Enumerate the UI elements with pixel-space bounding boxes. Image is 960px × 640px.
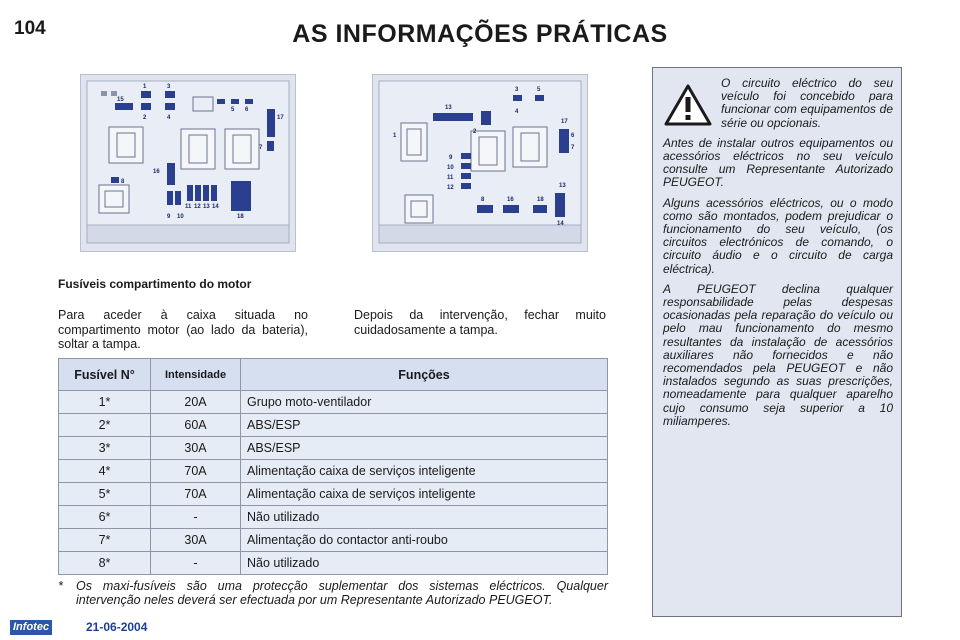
fuse-label: 4	[167, 115, 171, 121]
fuse	[211, 185, 217, 201]
fuse-label: 15	[117, 97, 124, 103]
fuse	[111, 177, 119, 183]
cell-intensity: 30A	[151, 437, 241, 460]
fuse-label: 7	[571, 145, 575, 151]
fuse-label: 18	[537, 197, 544, 203]
cell-intensity: 20A	[151, 391, 241, 414]
cell-intensity: -	[151, 552, 241, 575]
fuse-label: 5	[231, 107, 235, 113]
cell-fuse-number: 6*	[59, 506, 151, 529]
fuse	[165, 103, 175, 110]
fuse	[175, 191, 181, 205]
fuse-label: 10	[447, 165, 454, 171]
fuse	[513, 95, 522, 101]
fuse	[481, 111, 491, 125]
fuse	[535, 95, 544, 101]
warning-paragraph: Alguns acessórios eléctricos, ou o modo como são montados, podem prejudicar o funcionamento do seu veículo, (os circuitos electrónicos de comando, o circuito áudio e o circuito de carga eléctrica).	[663, 195, 893, 276]
fuse-label: 3	[515, 87, 519, 93]
fuse-label: 2	[473, 129, 477, 135]
access-instructions: Para aceder à caixa situada no compartimento motor (ao lado da bateria), soltar a tampa.	[58, 308, 308, 351]
cell-intensity: 60A	[151, 414, 241, 437]
cell-function: Alimentação do contactor anti-roubo	[241, 529, 608, 552]
header-functions: Funções	[241, 359, 608, 391]
cell-function: Não utilizado	[241, 506, 608, 529]
fuse-label: 3	[167, 84, 171, 90]
table-header-row	[59, 359, 608, 391]
fuse-label: 7	[259, 145, 263, 151]
cell-function: Alimentação caixa de serviços inteligente	[241, 483, 608, 506]
cell-intensity: 70A	[151, 460, 241, 483]
table-row	[59, 529, 608, 552]
infotec-logo: Infotec	[10, 620, 52, 635]
table-row	[59, 552, 608, 575]
fuse-label: 6	[245, 107, 249, 113]
fuse	[187, 185, 193, 201]
cell-function: Não utilizado	[241, 552, 608, 575]
fuse-label: 13	[203, 204, 210, 210]
page-number: 104	[14, 18, 46, 39]
warning-paragraph: A PEUGEOT declina qualquer responsabilidade pelas despesas ocasionadas pela reparação do veículo ou pelo mau funcionamento do mesmo resultantes da instalação de acessórios auxiliares não fornecidos e não recomendados pela PEUGEOT e não instalados segundo as suas prescrições, nomeadamente para qualquer aparelho cujo consumo seja superior a 10 miliamperes.	[663, 281, 893, 428]
fuse	[267, 109, 275, 137]
fuse-label: 13	[559, 183, 566, 189]
cell-intensity: 30A	[151, 529, 241, 552]
cell-fuse-number: 1*	[59, 391, 151, 414]
fuse	[167, 163, 175, 185]
fuse	[141, 91, 151, 98]
fuse-label: 14	[212, 204, 219, 210]
fuse	[167, 191, 173, 205]
table-row	[59, 506, 608, 529]
fuse	[141, 103, 151, 110]
fuse-table	[58, 358, 608, 575]
fuse-label: 10	[177, 214, 184, 220]
fuse	[231, 99, 239, 104]
fuse-slot	[101, 91, 107, 96]
table-row	[59, 414, 608, 437]
header-intensity: Intensidade	[151, 359, 241, 391]
fuse	[115, 103, 133, 110]
cell-fuse-number: 7*	[59, 529, 151, 552]
fuse	[559, 129, 569, 153]
fuse-label: 6	[571, 133, 575, 139]
warning-box	[652, 67, 902, 617]
fuse-box-diagram-left	[80, 74, 296, 252]
fuse-label: 11	[447, 175, 454, 181]
fuse	[477, 205, 493, 213]
fuse-label: 17	[561, 119, 568, 125]
footer-date: 21-06-2004	[86, 620, 148, 634]
fuse-label: 5	[537, 87, 541, 93]
fuse	[433, 113, 473, 121]
footnote-text: Os maxi-fusíveis são uma protecção suplementar dos sistemas eléctricos. Qualquer intervenção neles deverá ser efectuada por um Representante Autorizado PEUGEOT.	[76, 579, 608, 607]
fuse	[461, 183, 471, 189]
fuse	[267, 141, 274, 151]
fuse-label: 13	[445, 105, 452, 111]
page-title: AS INFORMAÇÕES PRÁTICAS	[292, 20, 668, 48]
section-heading: Fusíveis compartimento do motor	[58, 277, 252, 291]
cell-function: Grupo moto-ventilador	[241, 391, 608, 414]
warning-triangle-icon	[663, 83, 713, 127]
fuse	[461, 153, 471, 159]
table-row	[59, 391, 608, 414]
fuse-box-drawing-left	[81, 75, 295, 251]
fuse-label: 17	[277, 115, 284, 121]
fuse-label: 8	[121, 179, 125, 185]
fuse-label: 1	[393, 133, 397, 139]
footnote	[58, 580, 608, 607]
cell-fuse-number: 8*	[59, 552, 151, 575]
fuse-label: 14	[557, 221, 564, 227]
table-row	[59, 460, 608, 483]
fuse	[461, 163, 471, 169]
fuse	[217, 99, 225, 104]
fuse-label: 11	[185, 204, 192, 210]
fuse-label: 18	[237, 214, 244, 220]
table-row	[59, 483, 608, 506]
fuse	[461, 173, 471, 179]
fuse-slot	[111, 91, 117, 96]
warning-paragraph: Antes de instalar outros equipamentos ou acessórios eléctricos no seu veículo consulte um Representante Autorizado PEUGEOT.	[663, 135, 893, 190]
fuse	[533, 205, 547, 213]
cell-function: Alimentação caixa de serviços inteligente	[241, 460, 608, 483]
cell-intensity: -	[151, 506, 241, 529]
fuse-label: 8	[481, 197, 485, 203]
fuse-label: 9	[167, 214, 171, 220]
fuse	[203, 185, 209, 201]
cell-fuse-number: 5*	[59, 483, 151, 506]
table-row	[59, 437, 608, 460]
warning-paragraph: O circuito eléctrico do seu veículo foi concebido para funcionar com equipamentos de série ou opcionais.	[721, 76, 893, 130]
cell-fuse-number: 3*	[59, 437, 151, 460]
header-fuse-number: Fusível N°	[59, 359, 151, 391]
fuse	[245, 99, 253, 104]
fuse	[195, 185, 201, 201]
fuse-label: 2	[143, 115, 147, 121]
fuse-box-drawing-right	[373, 75, 587, 251]
fuse-label: 1	[143, 84, 147, 90]
fuse-label: 9	[449, 155, 453, 161]
fuse-label: 16	[507, 197, 514, 203]
closing-instructions: Depois da intervenção, fechar muito cuidadosamente a tampa.	[354, 308, 606, 337]
cell-intensity: 70A	[151, 483, 241, 506]
fuse-box-diagram-right	[372, 74, 588, 252]
cell-fuse-number: 4*	[59, 460, 151, 483]
cell-function: ABS/ESP	[241, 437, 608, 460]
fuse	[231, 181, 251, 211]
footnote-marker: *	[58, 579, 63, 593]
fuse-label: 4	[515, 109, 519, 115]
fuse-label: 12	[447, 185, 454, 191]
cell-function: ABS/ESP	[241, 414, 608, 437]
fuse	[503, 205, 519, 213]
fuse	[165, 91, 175, 98]
fuse-label: 16	[153, 169, 160, 175]
fuse-label: 12	[194, 204, 201, 210]
cell-fuse-number: 2*	[59, 414, 151, 437]
fuse	[555, 193, 565, 217]
